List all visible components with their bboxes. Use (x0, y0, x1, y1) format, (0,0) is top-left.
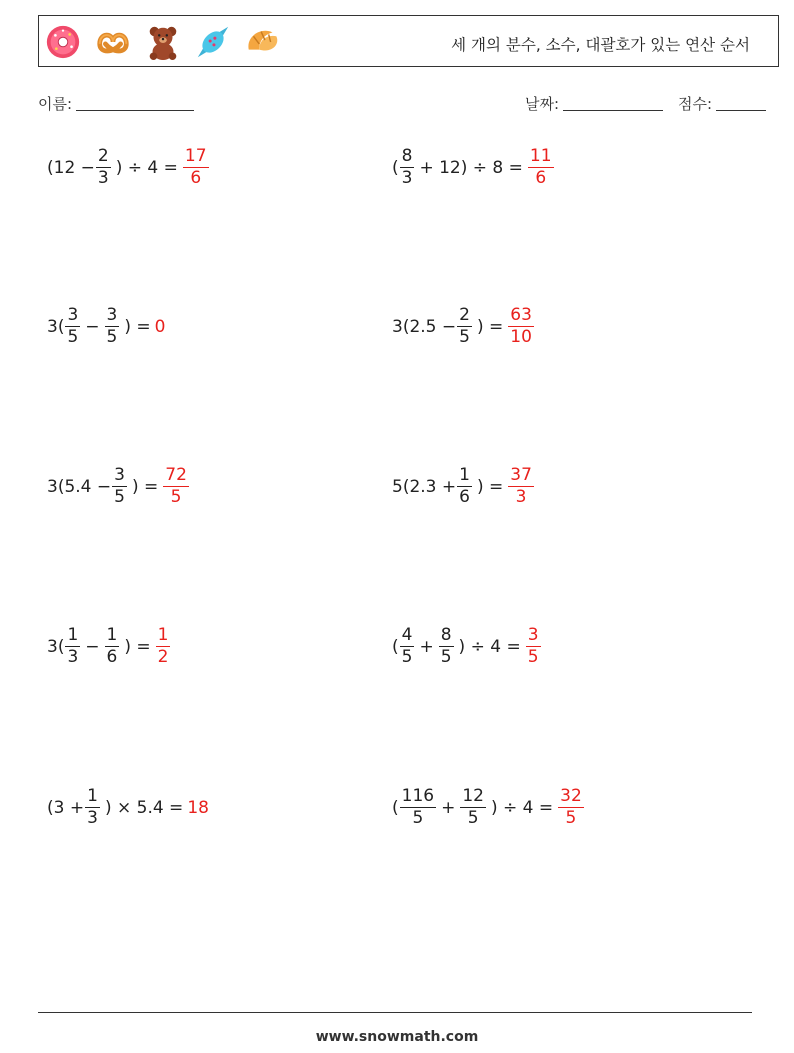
problem-text: ( (392, 636, 399, 657)
problem-2 (392, 148, 555, 187)
teddy-bear-icon (144, 23, 182, 61)
croissant-icon (244, 23, 282, 61)
name-blank[interactable] (76, 95, 194, 111)
problem-text: + 12) ÷ 8 = (419, 157, 523, 178)
donut-icon (44, 23, 82, 61)
problem-10 (392, 788, 585, 827)
answer-fraction: $\frac{32}{5}$ (560, 786, 582, 828)
fraction: $\frac{12}{5}$ (462, 786, 484, 828)
problem-6 (392, 467, 535, 506)
problem-text: 5(2.3 + (392, 476, 457, 497)
problem-text: (12 − (47, 157, 95, 178)
problem-7 (47, 627, 171, 666)
problem-text: − (85, 316, 100, 337)
problem-text: + (419, 636, 434, 657)
answer-fraction: $\frac{37}{3}$ (510, 465, 532, 507)
answer-fraction: $\frac{3}{5}$ (527, 625, 539, 667)
problem-text: − (85, 636, 100, 657)
problem-text: ) = (131, 476, 159, 497)
problem-5 (47, 467, 190, 506)
pretzel-icon (94, 23, 132, 61)
name-field (38, 93, 194, 114)
fraction: $\frac{1}{3}$ (67, 625, 79, 667)
score-label: 점수: (678, 95, 713, 113)
score-field (678, 93, 766, 114)
fraction: $\frac{1}{6}$ (459, 465, 470, 507)
problem-text: ) × 5.4 = (104, 797, 184, 818)
fraction: $\frac{3}{5}$ (106, 305, 118, 347)
problem-text: 3( (47, 316, 65, 337)
answer-fraction: $\frac{72}{5}$ (165, 465, 187, 507)
fraction: $\frac{8}{5}$ (440, 625, 452, 667)
fraction: $\frac{1}{3}$ (87, 786, 98, 828)
fraction: $\frac{8}{3}$ (401, 146, 413, 188)
footer-divider (38, 1012, 752, 1013)
problem-text: 3(5.4 − (47, 476, 112, 497)
fraction: $\frac{116}{5}$ (401, 786, 435, 828)
name-label: 이름: (38, 95, 73, 113)
fraction: $\frac{2}{5}$ (459, 305, 470, 347)
score-blank[interactable] (716, 95, 766, 111)
candy-icon (194, 23, 232, 61)
icon-strip (44, 23, 282, 61)
fraction: $\frac{1}{6}$ (106, 625, 118, 667)
answer-value: 18 (187, 797, 209, 818)
answer-fraction: $\frac{63}{10}$ (510, 305, 532, 347)
problem-text: ) = (476, 476, 504, 497)
fraction: $\frac{4}{5}$ (401, 625, 413, 667)
problem-text: ) = (476, 316, 504, 337)
date-field (525, 93, 663, 114)
footer-url: www.snowmath.com (315, 1029, 479, 1045)
problem-text: ) = (124, 636, 151, 657)
problem-4 (392, 307, 535, 346)
worksheet-header (38, 15, 779, 67)
problem-text: ) ÷ 4 = (115, 157, 178, 178)
answer-fraction: $\frac{17}{6}$ (184, 146, 207, 188)
answer-value: 0 (154, 316, 166, 337)
answer-fraction: $\frac{11}{6}$ (529, 146, 552, 188)
date-blank[interactable] (563, 95, 663, 111)
problem-text: ) ÷ 4 = (458, 636, 521, 657)
worksheet-title: 세 개의 분수, 소수, 대괄호가 있는 연산 순서 (451, 36, 750, 54)
problem-8 (392, 627, 542, 666)
problem-text: 3( (47, 636, 65, 657)
problem-text: (3 + (47, 797, 85, 818)
date-label: 날짜: (525, 95, 560, 113)
problem-text: ) ÷ 4 = (490, 797, 554, 818)
problem-text: ( (392, 157, 399, 178)
problem-1 (47, 148, 210, 187)
problem-9 (47, 788, 209, 827)
problem-3 (47, 307, 165, 346)
fraction: $\frac{3}{5}$ (114, 465, 125, 507)
problem-text: + (441, 797, 456, 818)
problem-text: 3(2.5 − (392, 316, 457, 337)
problem-text: ( (392, 797, 399, 818)
answer-fraction: $\frac{1}{2}$ (157, 625, 169, 667)
problem-text: ) = (124, 316, 151, 337)
fraction: $\frac{3}{5}$ (67, 305, 79, 347)
fraction: $\frac{2}{3}$ (97, 146, 109, 188)
